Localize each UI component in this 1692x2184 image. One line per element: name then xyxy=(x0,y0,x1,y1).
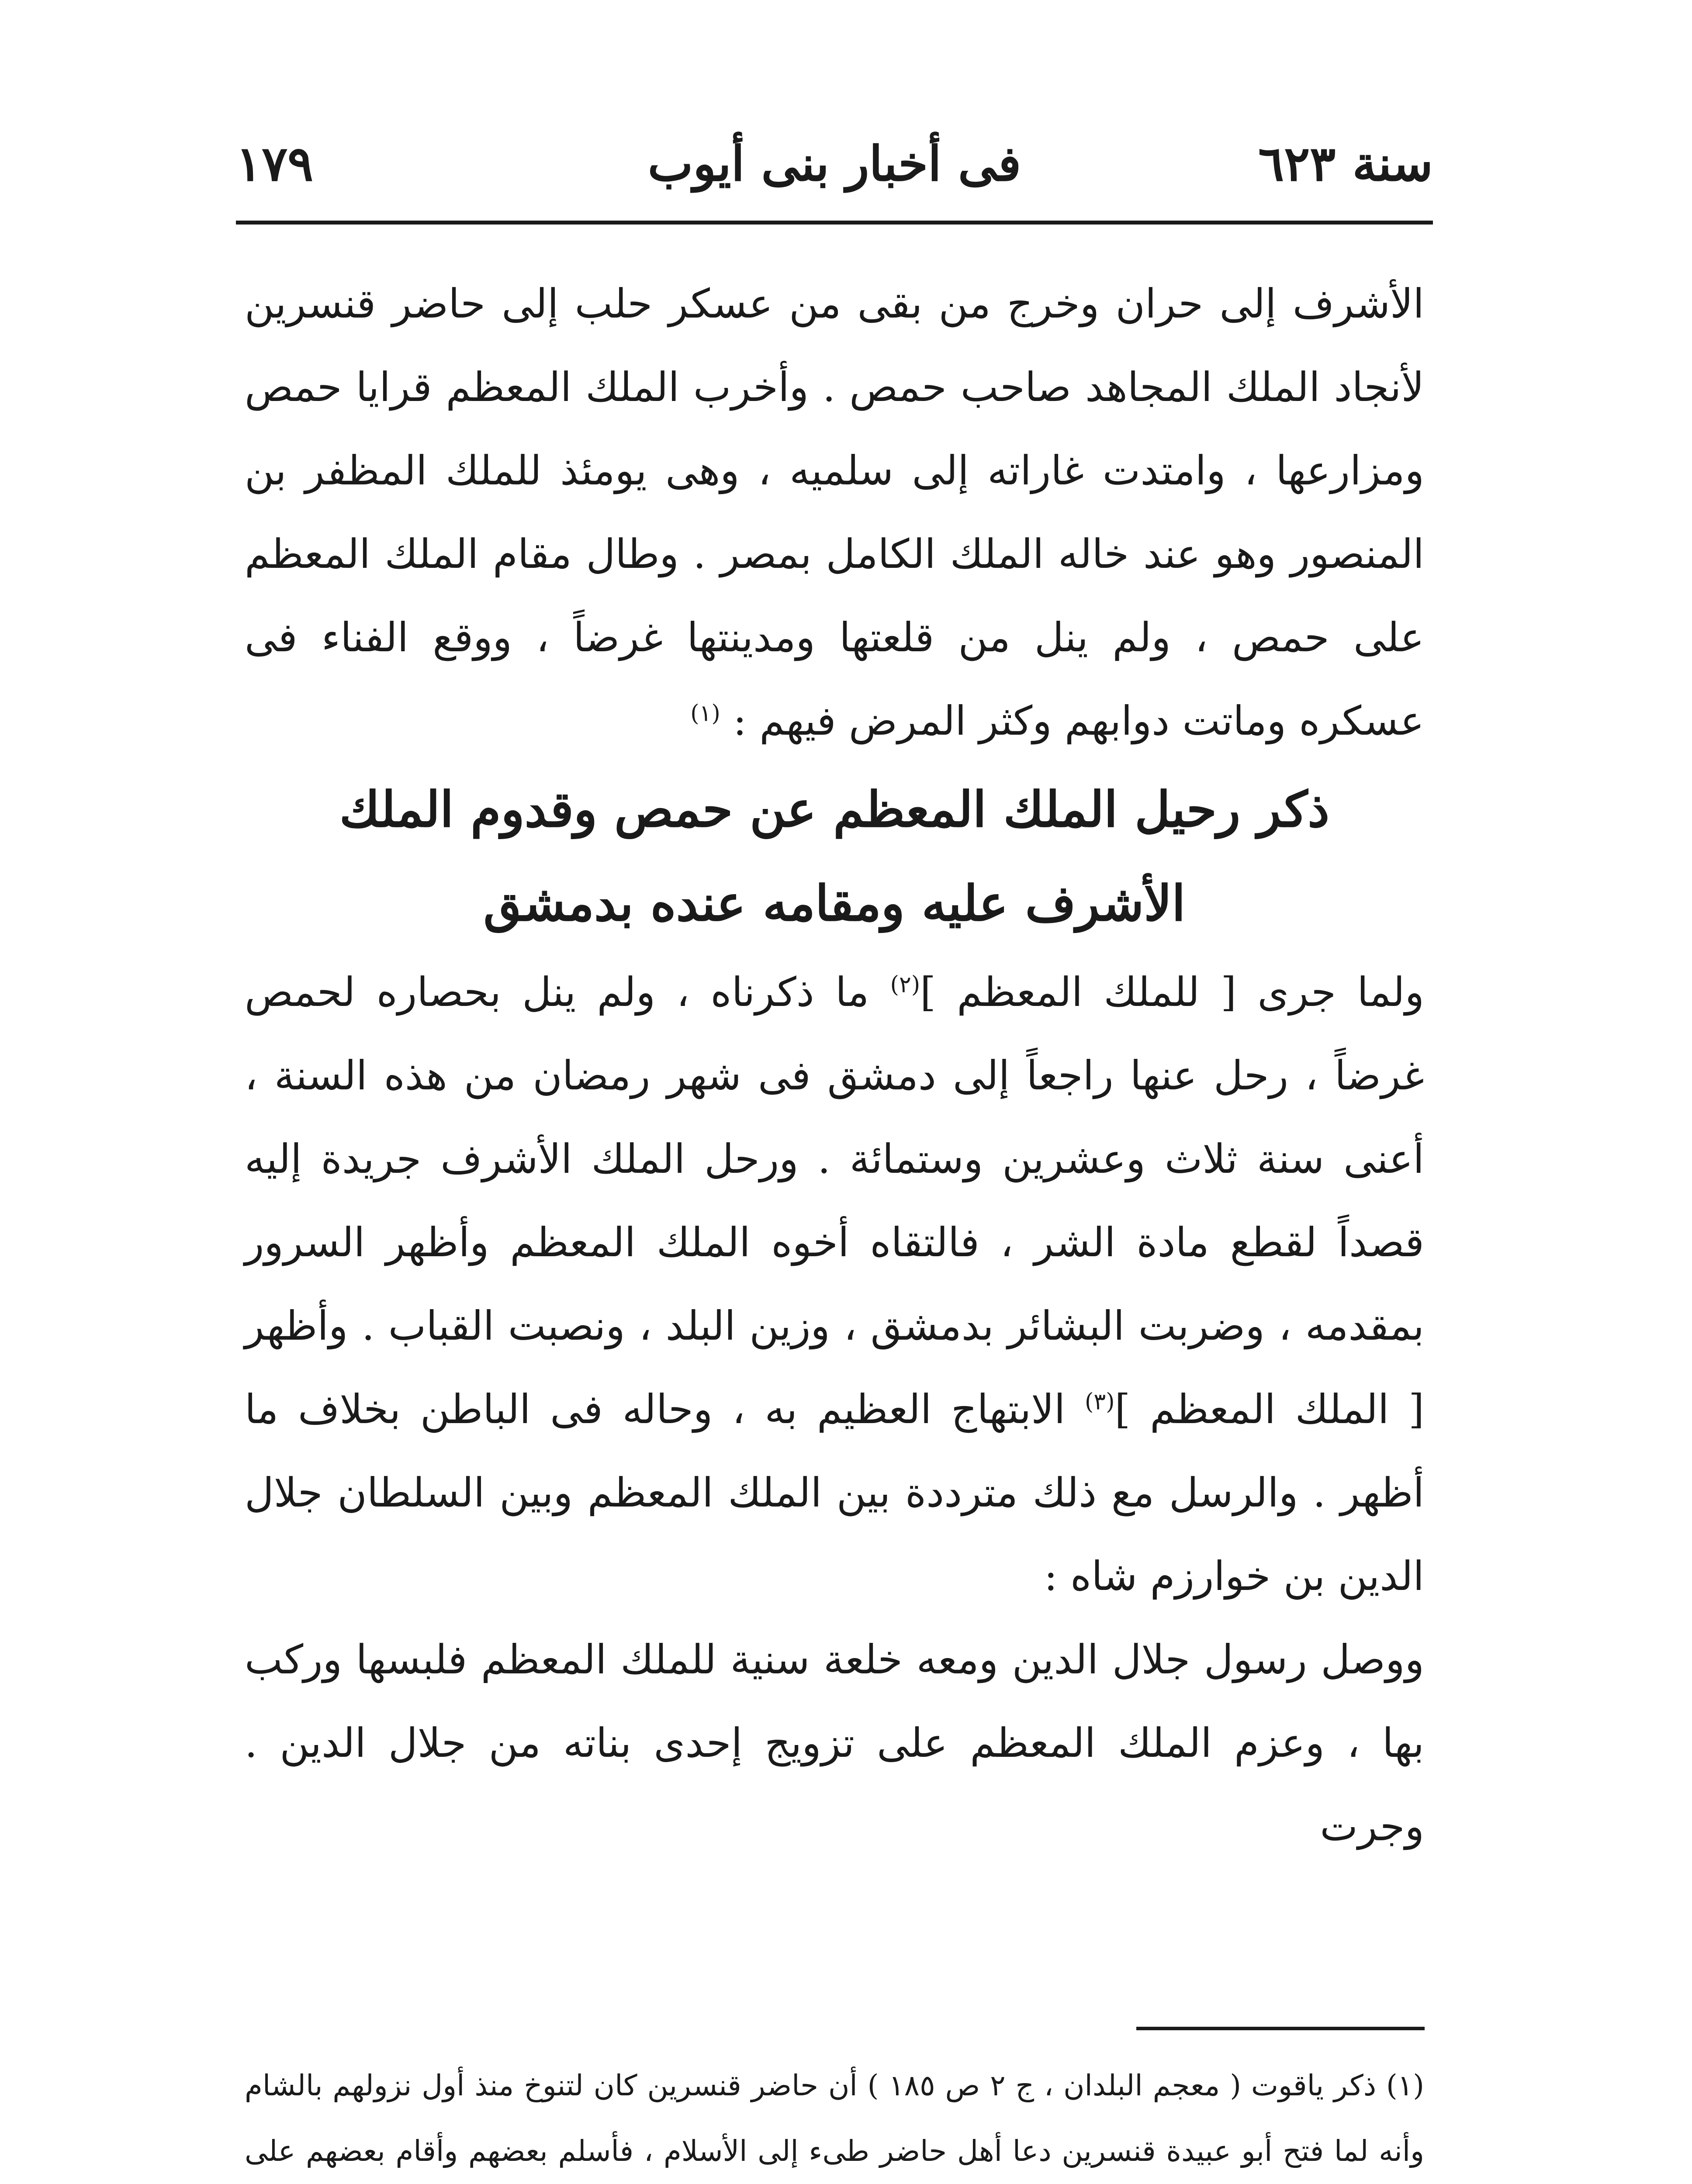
paragraph-2-part-1: ولما جرى [ للملك المعظم ] xyxy=(920,969,1424,1016)
footnote-marker-2: (٢) xyxy=(890,971,920,998)
header-title: فى أخبار بنى أيوب xyxy=(647,135,1021,192)
section-heading-line-1: ذكر رحيل الملك المعظم عن حمص وقدوم الملك xyxy=(339,781,1330,838)
footnote-marker-3: (٣) xyxy=(1084,1389,1115,1415)
footnote-1: (١) ذكر ياقوت ( معجم البلدان ، ج ٢ ص ١٨٥ ) أن حاضر قنسرين كان لتنوخ منذ أول نزولهم بالشام وأنه لما فتح أبو عبيدة قنسرين دعا أهل حاضر طىء إلى الأسلام ، فأسلم بعضهم وأقام بعضهم على xyxy=(245,2069,1424,2168)
paragraph-1-text: الأشرف إلى حران وخرج من بقى من عسكر حلب إلى حاضر قنسرين لأنجاد الملك المجاهد صاحب حمص . وأخرب الملك المعظم قرايا حمص ومزارعها ، وامتدت غاراته إلى سلميه ، وهى يومئذ للملك المظفر بن المنصور وهو عند خاله الملك الكامل بمصر . وطال مقام الملك المعظم على حمص ، ولم ينل من قلعتها ومدينتها غرضاً ، ووقع الفناء فى عسكره وماتت دوابهم وكثر المرض فيهم : xyxy=(245,280,1424,744)
footnote-rule xyxy=(1136,2027,1425,2030)
paragraph-2 xyxy=(245,950,1424,1618)
page-number: ١٧٩ xyxy=(236,135,314,192)
footnote-marker-1: (١) xyxy=(690,700,720,727)
paragraph-3: ووصل رسول جلال الدين ومعه خلعة سنية للملك المعظم فلبسها وركب بها ، وعزم الملك المعظم على تزويج إحدى بناته من جلال الدين . وجرت xyxy=(245,1636,1424,1850)
header-year: سنة ٦٢٣ xyxy=(1258,135,1433,192)
running-header xyxy=(236,131,1433,197)
paragraph-2-part-3: الابتهاج العظيم به ، وحاله فى الباطن بخلاف ما أظهر . والرسل مع ذلك مترددة بين الملك المعظم وبين السلطان جلال الدين بن خوارزم شاه : xyxy=(245,1386,1424,1600)
main-text xyxy=(245,262,1424,1868)
footnotes xyxy=(245,2053,1424,2184)
section-heading-line-2: الأشرف عليه ومقامه عنده بدمشق xyxy=(483,875,1186,932)
paragraph-2-part-2: ما ذكرناه ، ولم ينل بحصاره لحمص غرضاً ، رحل عنها راجعاً إلى دمشق فى شهر رمضان من هذه السنة ، أعنى سنة ثلاث وعشرين وستمائة . ورحل الملك الأشرف جريدة إليه قصداً لقطع مادة الشر ، فالتقاه أخوه الملك المعظم وأظهر السرور بمقدمه ، وضربت البشائر بدمشق ، وزين البلد ، ونصبت القباب . وأظهر [ الملك المعظم ] xyxy=(245,969,1425,1433)
header-rule xyxy=(236,221,1433,225)
paragraph-1 xyxy=(245,262,1424,763)
